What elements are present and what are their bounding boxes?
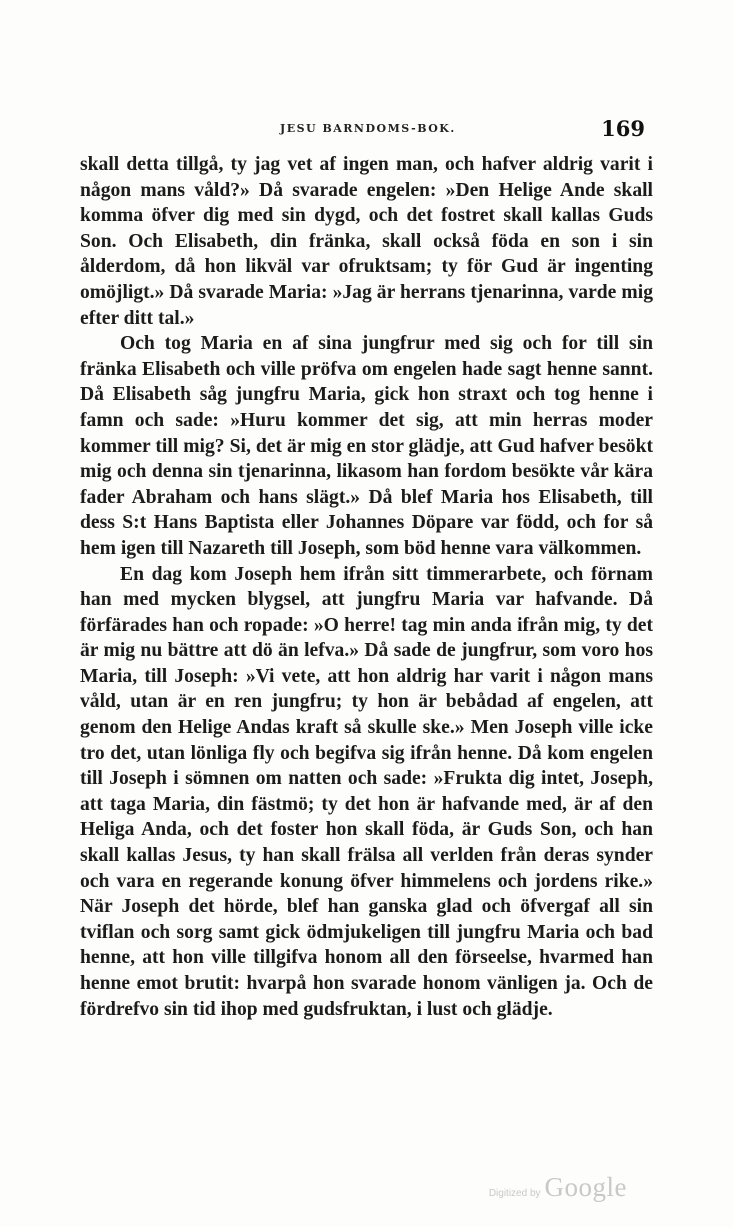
- watermark-prefix: Digitized by: [488, 1188, 541, 1199]
- page-number: 169: [601, 116, 645, 141]
- paragraph-1: skall detta tillgå, ty jag vet af ingen man, och hafver aldrig varit i någon mans våld?» Då svarade engelen: »Den Helige Ande skall komma öfver dig med sin dygd, och det fostret skall kallas Guds Son. Och Elisabeth, din fränka, skall också föda en son i sin ålderdom, då hon likväl var ofruktsam; ty för Gud är ingenting omöjligt.» Då svarade Maria: »Jag är herrans tjenarinna, varde mig efter ditt tal.»: [80, 154, 653, 329]
- body-text: [80, 152, 653, 1022]
- running-head: [80, 116, 653, 146]
- paragraph-2: Och tog Maria en af sina jungfrur med sig och for till sin fränka Elisabeth och ville pröfva om engelen hade sagt henne sannt. Då Elisabeth såg jungfru Maria, gick hon straxt och tog henne i famn och sade: »Huru kommer det sig, att min herras moder kommer till mig? Si, det är mig en stor glädje, att Gud hafver besökt mig och denna sin tjenarinna, likasom han fordom besökte vår kära fader Abraham och hans slägt.» Då blef Maria hos Elisabeth, till dess S:t Hans Baptista eller Johannes Döpare var född, och for så hem igen till Nazareth till Joseph, som böd henne vara välkommen.: [80, 333, 653, 559]
- google-logo: Google: [544, 1172, 627, 1202]
- paragraph-3: En dag kom Joseph hem ifrån sitt timmerarbete, och förnam han med mycken blygsel, att jungfru Maria var hafvande. Då förfärades han och ropade: »O herre! tag min anda ifrån mig, ty det är mig nu bättre att dö än lefva.» Då sade de jungfrur, som voro hos Maria, till Joseph: »Vi vete, att hon aldrig har varit i någon mans våld, utan är en ren jungfru; ty hon är bebådad af engelen, att genom den Helige Andas kraft så skulle ske.» Men Joseph ville icke tro det, utan lönliga fly och begifva sig ifrån henne. Då kom engelen till Joseph i sömnen om natten och sade: »Frukta dig intet, Joseph, att taga Maria, din fästmö; ty det hon är hafvande med, är af den Heliga Anda, och det foster hon skall föda, är Guds Son, och han skall kallas Jesus, ty han skall frälsa all verlden från deras synder och vara en regerande konung öfver himmelens och jordens rike.» När Joseph det hörde, blef han ganska glad och öfvergaf all sin tviflan och sorg samt gick ödmjukeligen till jungfru Maria och bad henne, att hon ville tillgifva honom all den förseelse, hvarmed han henne emot brutit: hvarpå hon svarade honom vänligen ja. Och de fördrefvo sin tid ihop med gudsfruktan, i lust och glädje.: [80, 563, 653, 1020]
- running-title: JESU BARNDOMS-BOK.: [280, 122, 456, 135]
- digitized-watermark: [489, 1172, 627, 1203]
